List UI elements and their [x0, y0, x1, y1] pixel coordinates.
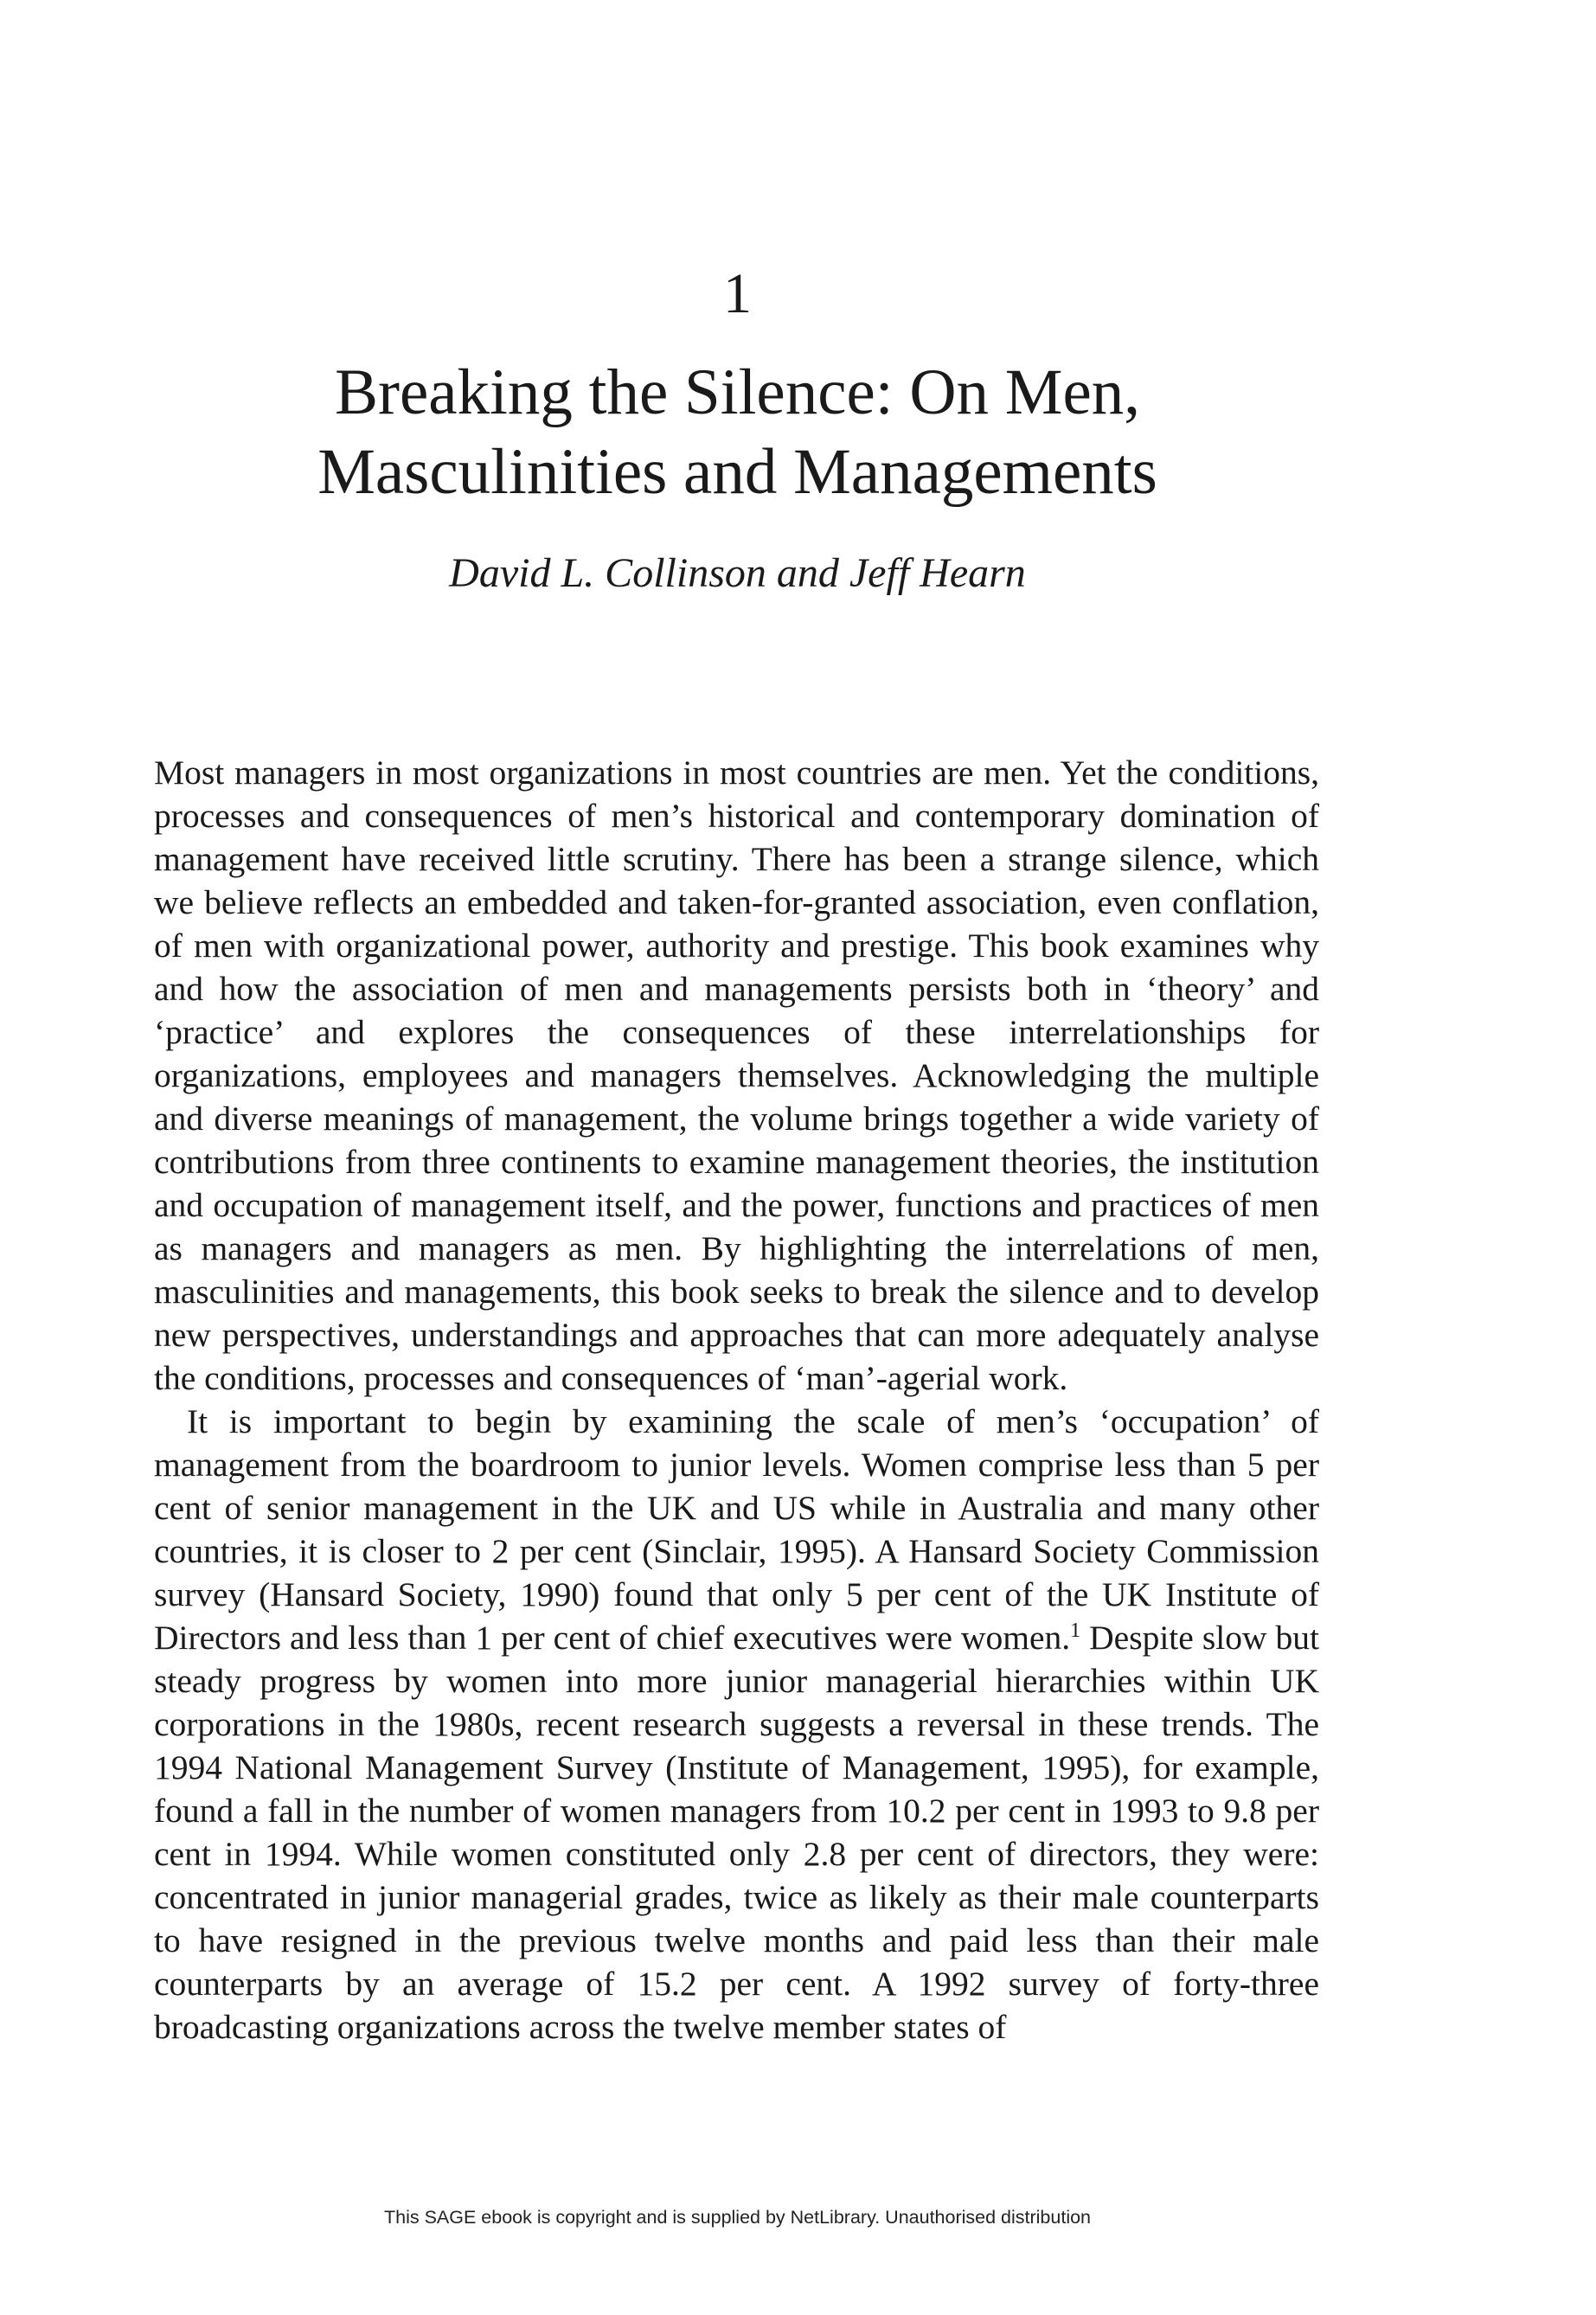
paragraph-1: Most managers in most organizations in most countries are men. Yet the conditions, processes and consequences of men’s historical and contemporary domination of management have received little scrutiny. There has been a strange silence, which we believe reflects an embedded and taken-for-granted association, even conflation, of men with organizational power, authority and prestige. This book examines why and how the association of men and managements persists both in ‘theory’ and ‘practice’ and explores the consequences of these interrelationships for organizations, employees and managers themselves. Acknowledging the multiple and diverse meanings of management, the volume brings together a wide variety of contributions from three continents to examine management theories, the institution and occupation of management itself, and the power, functions and practices of men as managers and managers as men. By highlighting the interrelations of men, masculinities and managements, this book seeks to break the silence and to develop new perspectives, understandings and approaches that can more adequately analyse the conditions, processes and consequences of ‘man’-agerial work.: [154, 753, 1319, 1397]
paragraph-2-part-1: It is important to begin by examining the scale of men’s ‘occupation’ of management from the boardroom to junior levels. Women comprise less than 5 per cent of senior management in the UK and US while in Australia and many other countries, it is closer to 2 per cent (Sinclair, 1995). A Hansard Society Commission survey (Hansard Society, 1990) found that only 5 per cent of the UK Institute of Directors and less than 1 per cent of chief executives were women.: [154, 1402, 1319, 1657]
copyright-notice: This SAGE ebook is copyright and is supplied by NetLibrary. Unauthorised distribution: [383, 2207, 1092, 2228]
chapter-title: [0, 353, 1475, 512]
chapter-body: [154, 751, 1319, 2049]
chapter-authors: David L. Collinson and Jeff Hearn: [449, 550, 1026, 596]
paragraph-2: [154, 1400, 1319, 2049]
paragraph-2-part-2: Despite slow but steady progress by women into more junior managerial hierarchies within UK corporations in the 1980s, recent research suggests a reversal in these trends. The 1994 National Management Survey (Institute of Management, 1995), for example, found a fall in the number of women managers from 10.2 per cent in 1993 to 9.8 per cent in 1994. While women constituted only 2.8 per cent of directors, they were: concentrated in junior managerial grades, twice as likely as their male counterparts to have resigned in the previous twelve months and paid less than their male counterparts by an average of 15.2 per cent. A 1992 survey of forty-three broadcasting organizations across the twelve member states of: [154, 1619, 1319, 2046]
chapter-title-line-1: Breaking the Silence: On Men,: [334, 356, 1141, 428]
footnote-reference[interactable]: 1: [1070, 1619, 1081, 1642]
chapter-number: 1: [723, 262, 752, 325]
chapter-title-line-2: Masculinities and Managements: [317, 436, 1157, 508]
